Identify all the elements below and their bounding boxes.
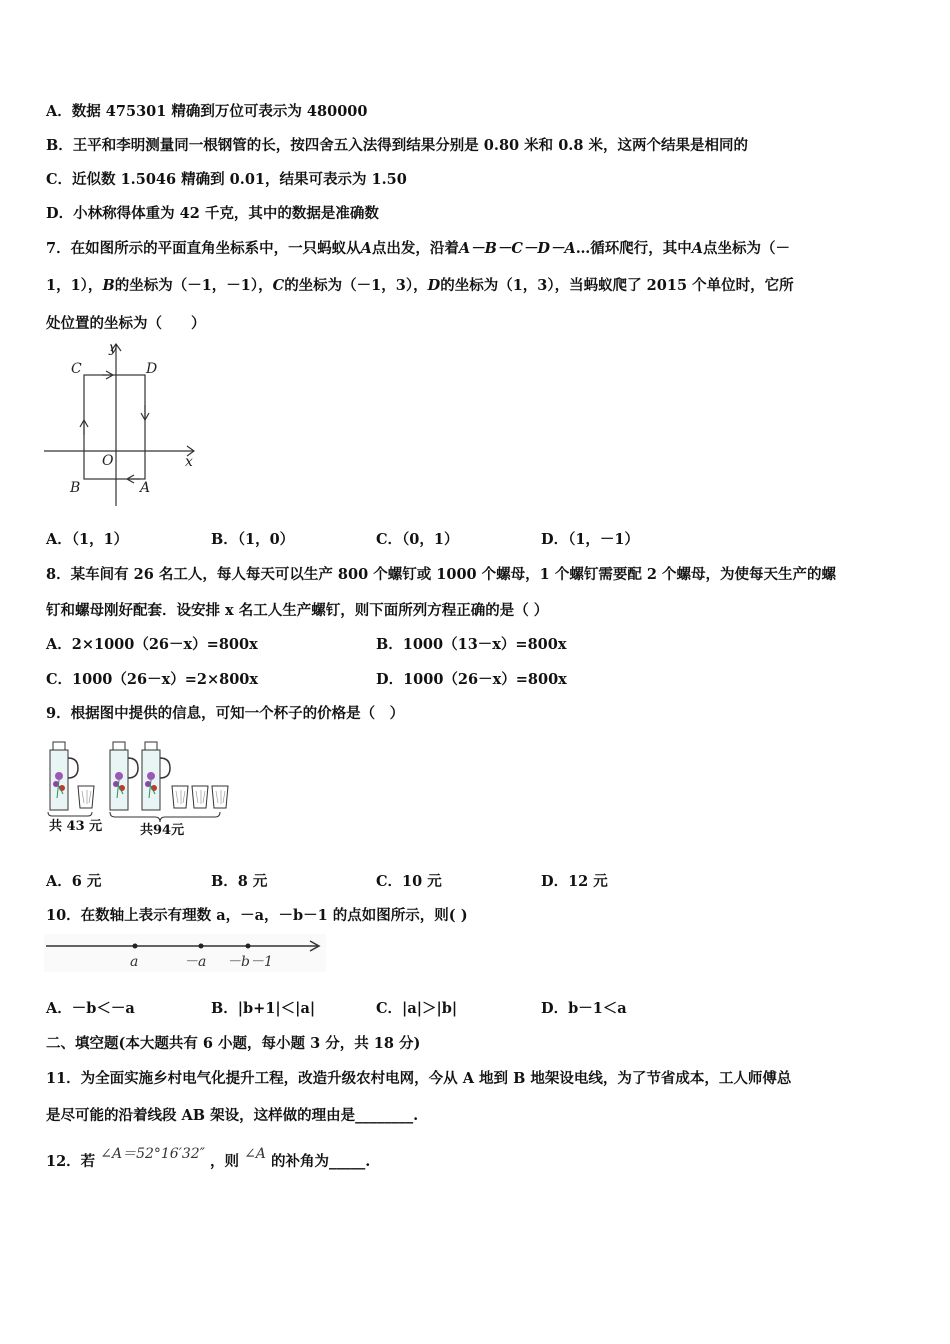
q7-option-d: D．（1，－1） [541, 531, 640, 548]
label-a: a [130, 954, 139, 970]
point-c-label: C [71, 361, 82, 377]
q8-option-d: D．1000（26－x）=800x [376, 671, 567, 688]
q9-option-a: A．6 元 [46, 873, 102, 890]
point-a-label: A [140, 480, 151, 496]
q9-label-43: 共 43 元 [49, 819, 103, 834]
point-b-label: B [70, 480, 81, 496]
q8-stem-line1: 8．某车间有 26 名工人，每人每天可以生产 800 个螺钉或 1000 个螺母，1 个螺钉需要配 2 个螺母，为使每天生产的螺 [46, 566, 836, 583]
q12-angle: ∠A [244, 1146, 266, 1162]
q7-option-b: B．（1，0） [211, 531, 295, 548]
label-neg-a: －a [184, 954, 207, 970]
thermos-icon [142, 742, 170, 810]
q7-stem-line2: 1，1），B的坐标为（－1，－1），C的坐标为（－1，3），D的坐标为（1，3），当蚂蚁爬了 2015 个单位时，它所 [46, 277, 794, 294]
q7-option-c: C．（0，1） [376, 531, 459, 548]
origin-label: O [102, 453, 114, 469]
q6-option-d: D．小林称得体重为 42 千克，其中的数据是准确数 [46, 205, 379, 222]
cup-icon [192, 786, 208, 808]
q7-coordinate-figure [44, 340, 204, 510]
q6-option-c: C．近似数 1.5046 精确到 0.01，结果可表示为 1.50 [46, 171, 407, 188]
q9-option-d: D．12 元 [541, 873, 608, 890]
q6-option-a: A．数据 475301 精确到万位可表示为 480000 [46, 103, 368, 120]
x-axis-label: x [185, 454, 193, 470]
q9-option-b: B．8 元 [211, 873, 268, 890]
cup-icon [212, 786, 228, 808]
path-rectangle [84, 375, 145, 479]
q8-option-b: B．1000（13－x）=800x [376, 636, 567, 653]
q9-label-94: 共94元 [140, 823, 185, 838]
q10-option-b: B．|b+1|＜|a| [211, 1000, 316, 1017]
q8-stem-line2: 钉和螺母刚好配套．设安排 x 名工人生产螺钉，则下面所列方程正确的是（ ） [46, 602, 549, 619]
label-neg-b-1: －b－1 [227, 954, 273, 970]
section-2-heading: 二、填空题(本大题共有 6 小题，每小题 3 分，共 18 分) [46, 1035, 421, 1052]
q10-option-c: C．|a|＞|b| [376, 1000, 458, 1017]
cup-icon [78, 786, 94, 808]
point-neg-b-1 [246, 944, 251, 949]
q10-option-d: D．b－1＜a [541, 1000, 627, 1017]
q12-formula: ∠A＝52°16′32″ [100, 1146, 205, 1162]
y-axis-label: y [109, 340, 117, 356]
q9-stem: 9．根据图中提供的信息，可知一个杯子的价格是（ ） [46, 705, 405, 722]
q8-option-c: C．1000（26－x）=2×800x [46, 671, 259, 688]
q7-stem-line1: 7．在如图所示的平面直角坐标系中，一只蚂蚁从A点出发，沿着A－B－C－D－A…循环爬行，其中A点坐标为（－ [46, 240, 790, 257]
point-d-label: D [146, 361, 158, 377]
q7-stem-line3: 处位置的坐标为（ ） [46, 315, 206, 332]
q7-option-a: A．（1，1） [46, 531, 129, 548]
q8-option-a: A．2×1000（26－x）=800x [46, 636, 258, 653]
q9-option-c: C．10 元 [376, 873, 442, 890]
q10-number-line-figure [44, 934, 326, 972]
thermos-icon [50, 742, 78, 810]
cup-icon [172, 786, 188, 808]
q10-stem: 10．在数轴上表示有理数 a，－a，－b－1 的点如图所示，则( ) [46, 907, 468, 924]
point-neg-a [199, 944, 204, 949]
q11-stem-line1: 11．为全面实施乡村电气化提升工程，改造升级农村电网，今从 A 地到 B 地架设电线，为了节省成本，工人师傅总 [46, 1070, 792, 1087]
point-a [133, 944, 138, 949]
q11-stem-line2: 是尽可能的沿着线段 AB 架设，这样做的理由是________. [46, 1107, 419, 1124]
thermos-icon [110, 742, 138, 810]
q12-stem: 12．若 ∠A＝52°16′32″ ，则 ∠A 的补角为_____. [46, 1146, 371, 1170]
q6-option-b: B．王平和李明测量同一根钢管的长，按四舍五入法得到结果分别是 0.80 米和 0.8 米，这两个结果是相同的 [46, 137, 748, 154]
q10-option-a: A．－b＜－a [46, 1000, 135, 1017]
q9-thermos-cups-figure [46, 738, 236, 838]
